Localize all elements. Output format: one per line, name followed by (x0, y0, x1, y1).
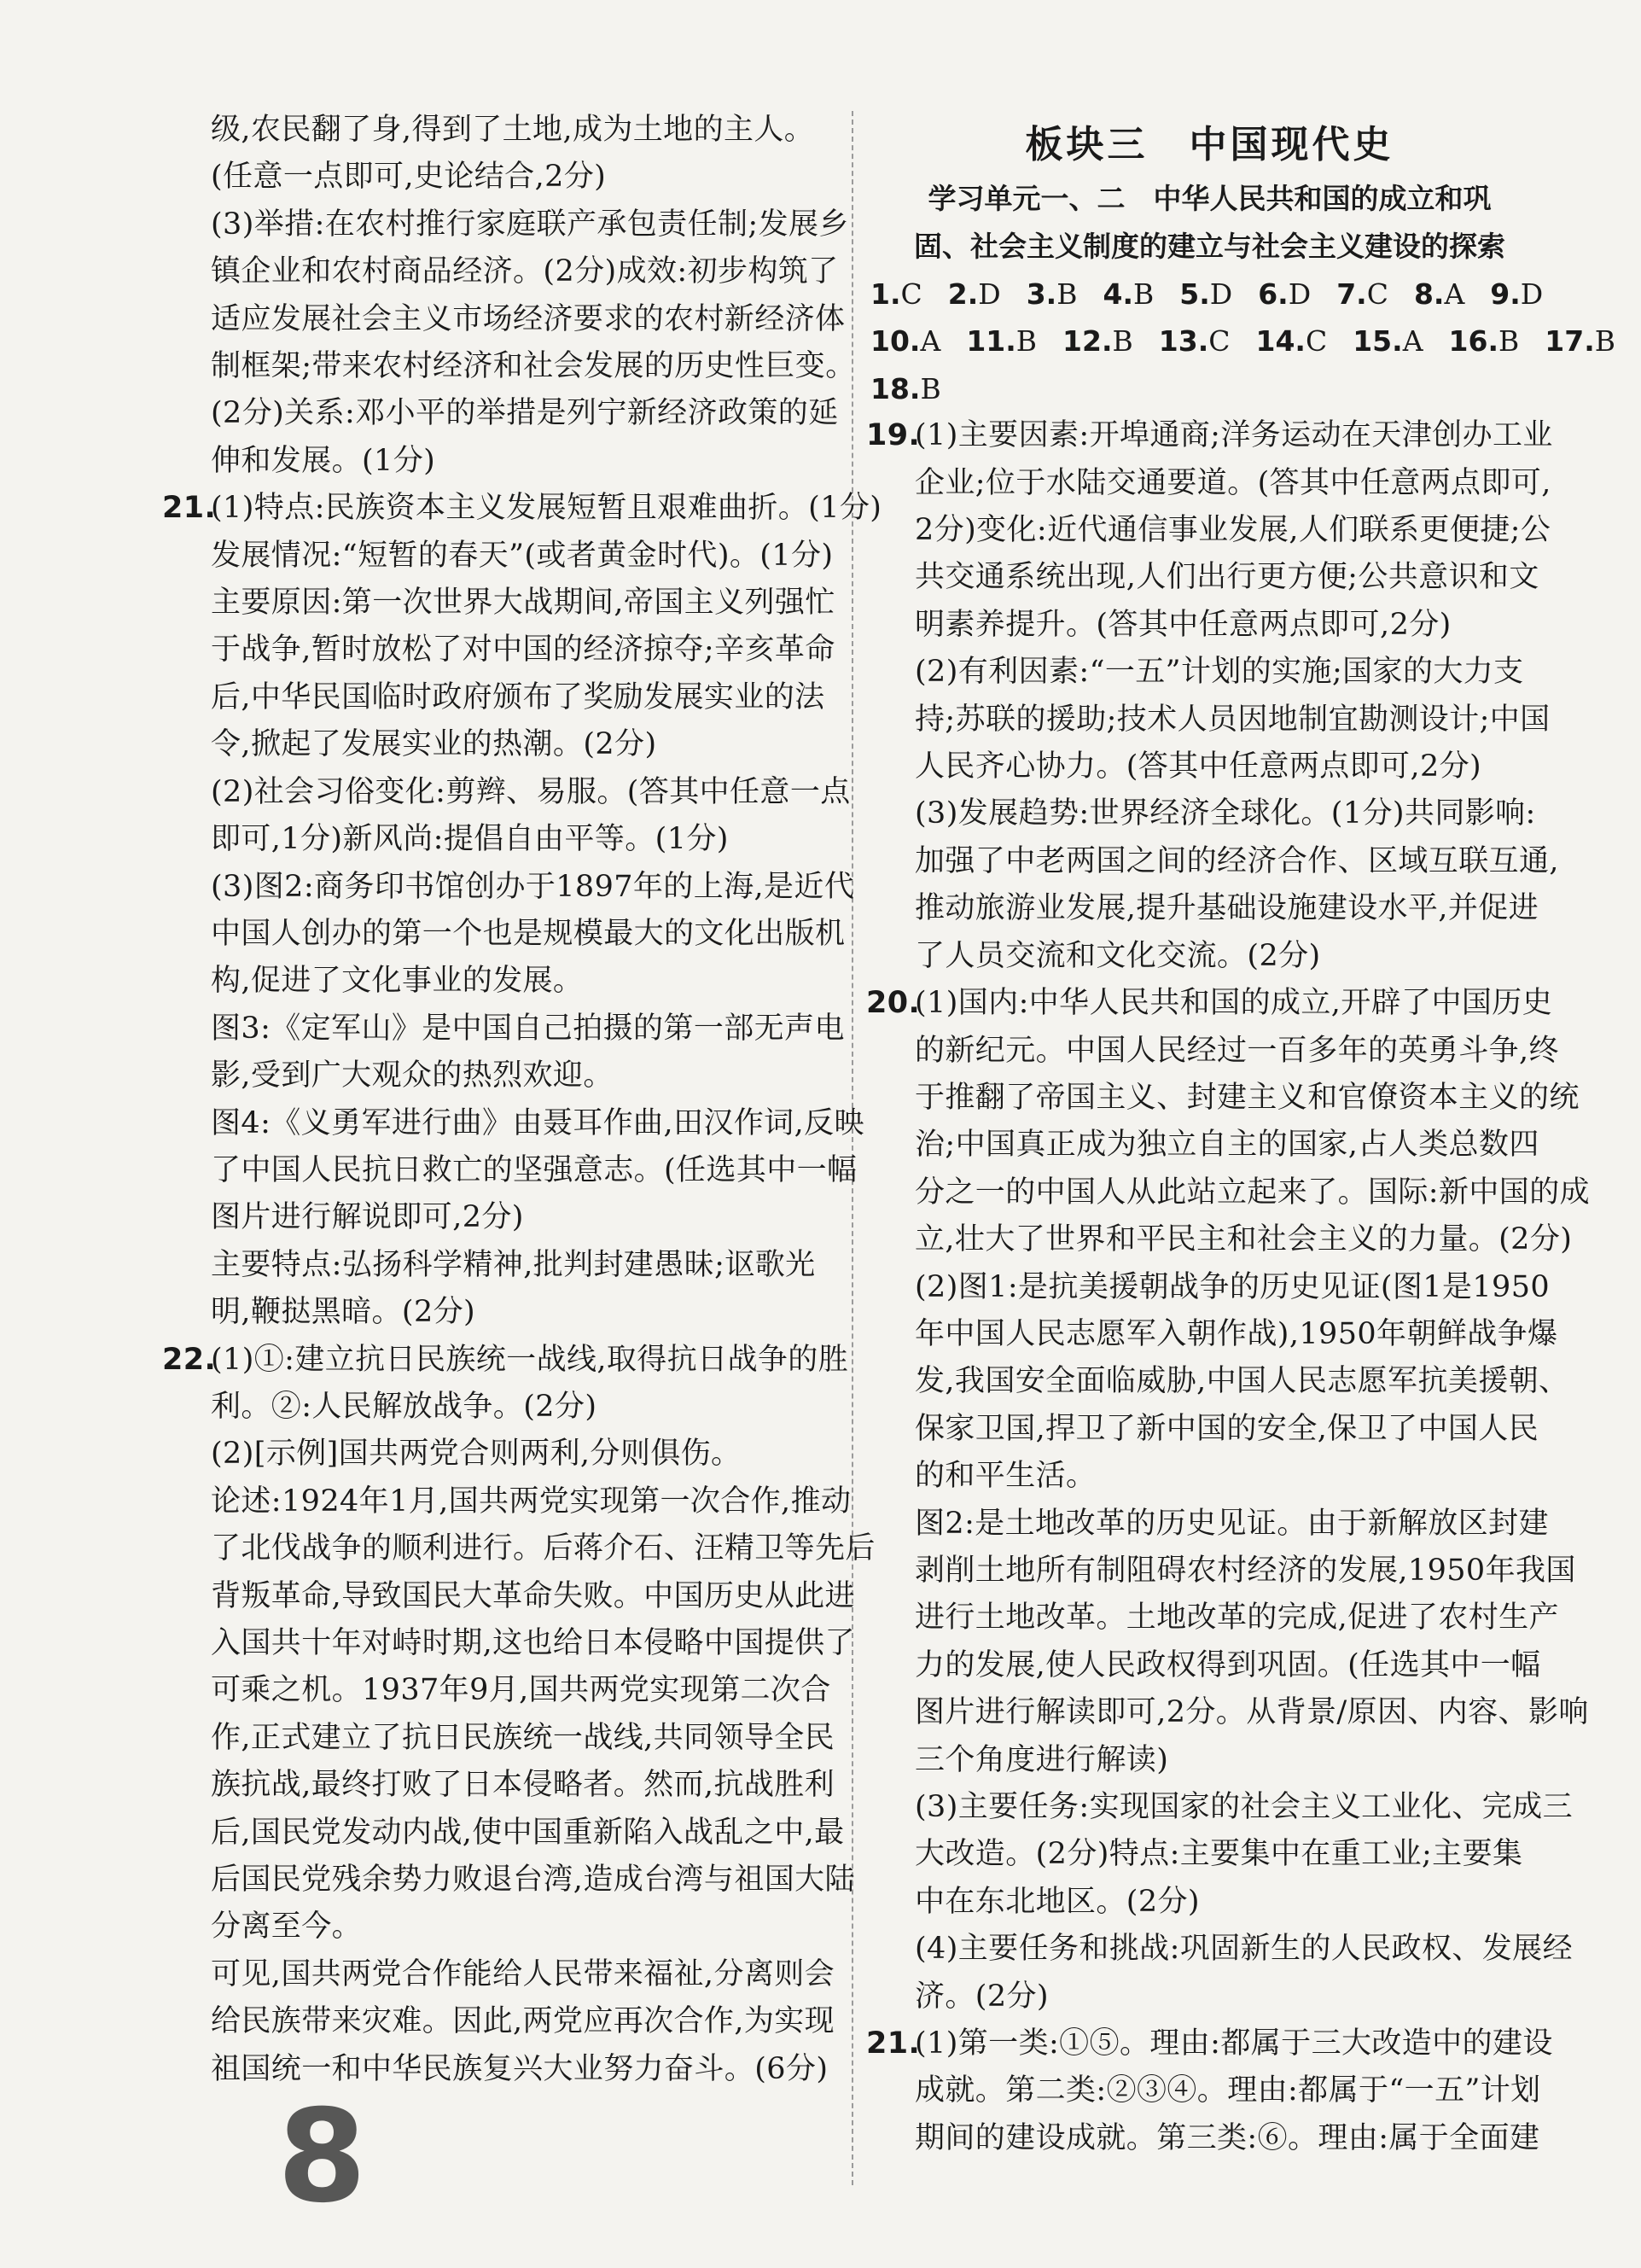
answer-line (870, 1358, 1569, 1405)
answer-text: (1)主要因素:开埠通商;洋务运动在天津创办工业 (915, 418, 1553, 453)
mc-number: 13. (1158, 324, 1209, 359)
answer-line (866, 412, 1553, 459)
question-number: 19. (866, 418, 921, 453)
answer-text: 了北伐战争的顺利进行。后蒋介石、汪精卫等先后 (211, 1531, 876, 1566)
answer-text: 于推翻了帝国主义、封建主义和官僚资本主义的统 (915, 1080, 1580, 1115)
answer-line (166, 1052, 836, 1099)
answer-text: 成就。第二类:②③④。理由:都属于“一五”计划 (915, 2073, 1541, 2108)
answer-text: 企业;位于水陆交通要道。(答其中任意两点即可, (915, 465, 1551, 500)
answer-line (166, 1951, 836, 1998)
answer-text: 后,国民党发动内战,使中国重新陷入战乱之中,最 (211, 1815, 845, 1850)
answer-line (870, 743, 1549, 790)
answer-line (166, 721, 836, 768)
mc-answer (1103, 271, 1154, 318)
answer-text: 分离至今。 (211, 1909, 363, 1944)
mc-number: 7. (1336, 277, 1367, 311)
answer-line (866, 2020, 1553, 2067)
answer-text: 力的发展,使人民政权得到巩固。(任选其中一幅 (915, 1647, 1541, 1682)
answer-line (166, 627, 836, 673)
answer-line (162, 485, 882, 532)
question-number: 21. (162, 491, 217, 526)
answer-text: 祖国统一和中华民族复兴大业努力奋斗。(6分) (211, 2051, 829, 2086)
mc-choice: A (1444, 277, 1465, 311)
mc-choice: B (1132, 277, 1155, 311)
answer-text: 伸和发展。(1分) (211, 443, 436, 478)
answer-text: 中在东北地区。(2分) (915, 1884, 1200, 1919)
answer-text: 利。②:人民解放战争。(2分) (211, 1389, 597, 1424)
mc-number: 6. (1258, 277, 1289, 311)
answer-line (166, 533, 836, 580)
answer-text: (2)图1:是抗美援朝战争的历史见证(图1是1950 (915, 1269, 1551, 1304)
answer-line (870, 1216, 1573, 1263)
answer-line (166, 1715, 836, 1762)
answer-line (166, 580, 836, 627)
answer-line (166, 1762, 836, 1809)
answer-text: 图片进行解读即可,2分。从背景/原因、内容、影响 (915, 1695, 1589, 1730)
answer-line (870, 1406, 1549, 1453)
answer-text: 即可,1分)新风尚:提倡自由平等。(1分) (211, 822, 729, 857)
mc-choice: C (1305, 324, 1328, 359)
mc-row (870, 365, 1549, 412)
multiple-choice-answers (870, 271, 1615, 412)
answer-text: 三个角度进行解读) (915, 1742, 1169, 1777)
answer-text: 年中国人民志愿军入朝作战),1950年朝鲜战争爆 (915, 1316, 1558, 1351)
mc-row (870, 318, 1615, 364)
answer-line (166, 1667, 836, 1714)
answer-text: (1)国内:中华人民共和国的成立,开辟了中国历史 (915, 986, 1553, 1021)
mc-answer (1258, 271, 1311, 318)
answer-line (166, 1431, 836, 1478)
answer-text: (2)有利因素:“一五”计划的实施;国家的大力支 (915, 655, 1524, 690)
answer-line (166, 958, 836, 1005)
mc-number: 17. (1545, 324, 1595, 359)
answer-line (166, 769, 851, 816)
answer-line (166, 390, 839, 437)
mc-answer (1179, 271, 1232, 318)
mc-choice: A (920, 324, 941, 359)
answer-text: 族抗战,最终打败了日本侵略者。然而,抗战胜利 (211, 1768, 835, 1803)
right-column (866, 115, 1615, 2162)
answer-line (870, 1642, 1549, 1689)
answer-line (870, 1926, 1573, 1973)
answer-text: 持;苏联的援助;技术人员因地制宜勘测设计;中国 (915, 702, 1551, 737)
answer-text: 的和平生活。 (915, 1459, 1097, 1494)
answer-text: 作,正式建立了抗日民族统一战线,共同领导全民 (211, 1720, 835, 1755)
answer-text: 治;中国真正成为独立自主的国家,占人类总数四 (915, 1128, 1539, 1163)
answer-line (870, 885, 1549, 932)
answer-text: 明,鞭挞黑暗。(2分) (211, 1295, 476, 1330)
mc-answer (966, 318, 1037, 364)
answer-line (870, 1689, 1589, 1736)
answer-text: 推动旅游业发展,提升基础设施建设水平,并促进 (915, 891, 1539, 926)
mc-answer (870, 271, 922, 318)
mc-answer (1062, 318, 1133, 364)
mc-number: 14. (1255, 324, 1306, 359)
answer-text: 图4:《义勇军进行曲》由聂耳作曲,田汉作词,反映 (211, 1105, 864, 1140)
answer-line (166, 201, 849, 248)
answer-line (166, 1998, 836, 2045)
answer-text: 令,掀起了发展实业的热潮。(2分) (211, 727, 657, 762)
mc-answer (1449, 318, 1520, 364)
answer-line (870, 1075, 1580, 1122)
mc-choice: B (920, 371, 941, 405)
answer-line (870, 1595, 1559, 1641)
mc-choice: B (1594, 324, 1615, 359)
answer-text: (1)①:建立抗日民族统一战线,取得抗日战争的胜 (211, 1342, 849, 1377)
answer-text: (3)举措:在农村推行家庭联产承包责任制;发展乡 (211, 207, 849, 242)
answer-line (166, 674, 836, 721)
answer-text: (3)发展趋势:世界经济全球化。(1分)共同影响: (915, 796, 1536, 831)
answer-text: 分之一的中国人从此站立起来了。国际:新中国的成 (915, 1175, 1590, 1210)
mc-number: 10. (870, 324, 921, 359)
answer-line (166, 1006, 845, 1052)
answer-text: 济。(2分) (915, 1979, 1049, 2014)
answer-text: (2分)关系:邓小平的举措是列宁新经济政策的延 (211, 396, 839, 431)
answer-line (870, 1784, 1573, 1831)
answer-text: 加强了中老两国之间的经济合作、区域互联互通, (915, 843, 1559, 878)
answer-text: 主要特点:弘扬科学精神,批判封建愚昧;讴歌光 (211, 1247, 816, 1282)
answer-line (870, 1453, 1549, 1500)
answer-text: 论述:1924年1月,国共两党实现第一次合作,推动 (211, 1484, 852, 1519)
left-column (162, 107, 882, 2093)
mc-choice: B (1056, 277, 1078, 311)
mc-answer (1159, 318, 1231, 364)
answer-line (870, 838, 1559, 885)
answer-text: 影,受到广大观众的热烈欢迎。 (211, 1058, 614, 1093)
answer-line (166, 1525, 876, 1572)
answer-text: 入国共十年对峙时期,这也给日本侵略中国提供了 (211, 1626, 855, 1660)
answer-text: 级,农民翻了身,得到了土地,成为土地的主人。 (211, 113, 815, 147)
answer-text: (任意一点即可,史论结合,2分) (211, 160, 607, 195)
answer-line (166, 154, 836, 201)
answer-text: 大改造。(2分)特点:主要集中在重工业;主要集 (915, 1837, 1523, 1872)
mc-choice: B (1498, 324, 1520, 359)
mc-choice: C (900, 277, 922, 311)
answer-line (166, 1100, 864, 1147)
answer-line (870, 1311, 1558, 1358)
answer-line (166, 1573, 855, 1620)
answer-text: 中国人创办的第一个也是规模最大的文化出版机 (211, 916, 846, 951)
mc-answer (1256, 318, 1328, 364)
answer-line (870, 1264, 1549, 1311)
answer-text: 了中国人民抗日救亡的坚强意志。(任选其中一幅 (211, 1152, 858, 1187)
mc-number: 8. (1413, 277, 1445, 311)
answer-text: 图3:《定军山》是中国自己拍摄的第一部无声电 (211, 1011, 845, 1046)
answer-text: (3)主要任务:实现国家的社会主义工业化、完成三 (915, 1790, 1573, 1824)
answer-text: 进行土地改革。土地改革的完成,促进了农村生产 (915, 1600, 1559, 1635)
answer-line (870, 1028, 1559, 1075)
answer-text: 构,促进了文化事业的发展。 (211, 964, 584, 999)
answer-line (166, 1147, 858, 1194)
answer-text: (2)社会习俗变化:剪辫、易服。(答其中任意一点 (211, 774, 851, 809)
answer-text: 剥削土地所有制阻碍农村经济的发展,1950年我国 (915, 1553, 1576, 1588)
answer-line (166, 1384, 836, 1431)
answer-line (166, 1857, 855, 1904)
answer-text: 镇企业和农村商品经济。(2分)成效:初步构筑了 (211, 254, 839, 289)
answer-line (162, 1337, 849, 1384)
answer-text: 图片进行解说即可,2分) (211, 1200, 524, 1235)
answer-text: 了人员交流和文化交流。(2分) (915, 938, 1321, 973)
answer-line (166, 1904, 836, 1950)
mc-choice: C (1208, 324, 1231, 359)
answer-line (870, 1879, 1549, 1926)
answer-line (166, 438, 836, 485)
question-number: 20. (866, 986, 921, 1021)
answer-line (870, 1737, 1549, 1784)
answer-text: (2)[示例]国共两党合则两利,分则俱伤。 (211, 1437, 742, 1472)
answer-text: 适应发展社会主义市场经济要求的农村新经济体 (211, 301, 846, 336)
answer-line (166, 1242, 836, 1289)
mc-number: 16. (1448, 324, 1498, 359)
answer-text: 共交通系统出现,人们出行更方便;公共意识和文 (915, 560, 1539, 595)
answer-text: 背叛革命,导致国民大革命失败。中国历史从此进 (211, 1578, 855, 1613)
answer-text: 立,壮大了世界和平民主和社会主义的力量。(2分) (915, 1222, 1573, 1257)
answer-text: 图2:是土地改革的历史见证。由于新解放区封建 (915, 1506, 1549, 1541)
mc-choice: D (1209, 277, 1233, 311)
answer-text: 后国民党残余势力败退台湾,造成台湾与祖国大陆 (211, 1863, 855, 1898)
mc-choice: A (1402, 324, 1423, 359)
mc-row (870, 271, 1549, 318)
question-number: 21. (866, 2026, 921, 2061)
answer-text: 期间的建设成就。第三类:⑥。理由:属于全面建 (915, 2120, 1540, 2155)
answer-text: 2分)变化:近代通信事业发展,人们联系更便捷;公 (915, 513, 1551, 548)
section-title: 板块三 中国现代史 (1025, 123, 1394, 166)
mc-choice: D (978, 277, 1001, 311)
mc-number: 15. (1353, 324, 1403, 359)
answer-line (166, 343, 856, 390)
answer-line (166, 1810, 845, 1857)
answer-line (870, 1169, 1590, 1216)
answer-text: 给民族带来灾难。因此,两党应再次合作,为实现 (211, 2004, 835, 2039)
answer-text: 于战争,暂时放松了对中国的经济掠夺;辛亥革命 (211, 633, 835, 668)
answer-line (166, 911, 846, 958)
answer-text: 制框架;带来农村经济和社会发展的历史性巨变。 (211, 349, 856, 384)
answer-text: 保家卫国,捍卫了新中国的安全,保卫了中国人民 (915, 1411, 1539, 1446)
answer-text: (1)第一类:①⑤。理由:都属于三大改造中的建设 (915, 2026, 1553, 2061)
answer-text: 发,我国安全面临威胁,中国人民志愿军抗美援朝、 (915, 1364, 1569, 1399)
answer-line (870, 649, 1549, 696)
answer-text: (3)图2:商务印书馆创办于1897年的上海,是近代 (211, 869, 855, 904)
answer-text: (4)主要任务和挑战:巩固新生的人民政权、发展经 (915, 1932, 1573, 1967)
mc-choice: B (1015, 324, 1038, 359)
mc-answer (1545, 318, 1615, 364)
unit-title-line-1: 学习单元一、二 中华人民共和国的成立和巩 (928, 182, 1492, 215)
answer-line (166, 296, 846, 343)
answer-line (870, 1548, 1576, 1595)
question-number: 22. (162, 1342, 217, 1377)
answer-line (166, 2046, 836, 2093)
mc-answer (1414, 271, 1464, 318)
answer-line (166, 1478, 852, 1525)
mc-number: 11. (966, 324, 1016, 359)
mc-number: 5. (1179, 277, 1210, 311)
answer-line (870, 697, 1549, 743)
answer-line (166, 864, 855, 911)
mc-answer (870, 318, 940, 364)
answer-line (870, 1122, 1549, 1169)
mc-number: 1. (870, 277, 901, 311)
answer-line (870, 554, 1549, 601)
mc-answer (1027, 271, 1078, 318)
answer-line (870, 1501, 1549, 1548)
answer-text: 可见,国共两党合作能给人民带来福祉,分离则会 (211, 1956, 835, 1991)
mc-answer (948, 271, 1001, 318)
answer-line (870, 602, 1549, 649)
mc-choice: C (1366, 277, 1388, 311)
answer-text: 发展情况:“短暂的春天”(或者黄金时代)。(1分) (211, 538, 834, 573)
answer-line (166, 1289, 836, 1336)
answer-line (166, 816, 836, 863)
answer-text: 人民齐心协力。(答其中任意两点即可,2分) (915, 749, 1482, 784)
answer-text: 主要原因:第一次世界大战期间,帝国主义列强忙 (211, 586, 835, 621)
mc-answer (1336, 271, 1388, 318)
answer-line (870, 933, 1549, 980)
answer-line (166, 107, 836, 154)
mc-answer (1490, 271, 1543, 318)
mc-number: 12. (1062, 324, 1113, 359)
mc-number: 4. (1103, 277, 1133, 311)
answer-line (866, 980, 1553, 1027)
answer-line (166, 1620, 855, 1667)
page-number: 8 (277, 2083, 367, 2231)
mc-number: 18. (870, 371, 921, 405)
answer-line (166, 1194, 836, 1241)
mc-choice: B (1112, 324, 1133, 359)
answer-line (870, 460, 1549, 507)
answer-text: (1)特点:民族资本主义发展短暂且艰难曲折。(1分) (211, 491, 882, 526)
mc-number: 3. (1026, 277, 1057, 311)
mc-answer (870, 365, 941, 412)
answer-line (870, 1831, 1549, 1878)
mc-choice: D (1288, 277, 1312, 311)
answer-text: 后,中华民国临时政府颁布了奖励发展实业的法 (211, 679, 825, 714)
answer-line (166, 248, 839, 295)
mc-number: 9. (1490, 277, 1521, 311)
mc-answer (1353, 318, 1423, 364)
answer-text: 的新纪元。中国人民经过一百多年的英勇斗争,终 (915, 1033, 1559, 1068)
answer-line (870, 2067, 1549, 2114)
unit-title-line-2: 固、社会主义制度的建立与社会主义建设的探索 (914, 230, 1505, 263)
answer-text: 明素养提升。(答其中任意两点即可,2分) (915, 607, 1452, 642)
mc-choice: D (1520, 277, 1544, 311)
answer-text: 可乘之机。1937年9月,国共两党实现第二次合 (211, 1673, 831, 1708)
right-answer-text (866, 412, 1590, 2162)
answer-line (870, 1974, 1549, 2020)
answer-line (870, 2115, 1549, 2162)
mc-number: 2. (947, 277, 979, 311)
answer-line (870, 507, 1549, 554)
answer-line (870, 790, 1549, 837)
